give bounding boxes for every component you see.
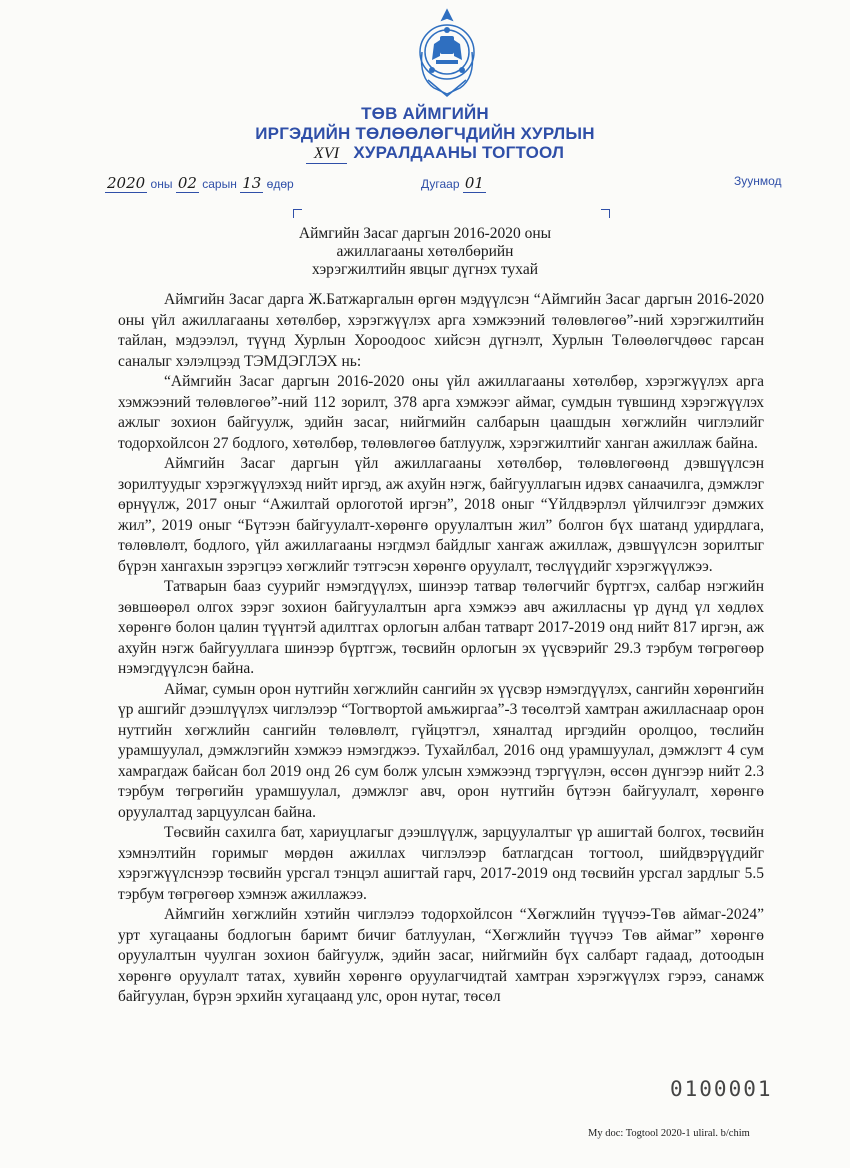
title-corner-right xyxy=(601,209,610,218)
serial-number: 0100001 xyxy=(670,1077,773,1101)
title-line-3: хэрэгжилтийн явцыг дүгнэх тухай xyxy=(311,261,538,278)
header-line-2: ИРГЭДИЙН ТӨЛӨӨЛӨГЧДИЙН ХУРЛЫН xyxy=(255,124,595,143)
paragraph: “Аймгийн Засаг даргын 2016-2020 оны үйл ажиллагааны хөтөлбөр, хэрэгжүүлэх арга хэмжээний төлөвлөгөө”-ний 112 зорилт, 378 арга хэмжээг аймаг, сумдын түвшинд хэрэгжүүлэх ажлыг зохион байгуулж, эдийн засаг, нийгмийн салбарын цаашдын хөгжлийн чиглэлийг тодорхойлсон 27 бодлого, хөтөлбөр, төлөвлөгөө батлуулж, хэрэгжилтийг ханган ажиллаж байна. xyxy=(118,373,764,452)
state-emblem xyxy=(414,8,480,100)
date-year: 2020 xyxy=(107,174,146,192)
title-line-2: ажиллагааны хөтөлбөрийн xyxy=(336,243,514,260)
resolution-date xyxy=(105,174,294,192)
date-month-label: сарын xyxy=(202,177,237,191)
paragraph: Төсвийн сахилга бат, хариуцлагыг дээшлүүлж, зарцуулалтыг үр ашигтай болгох, төсвийн хэмнэлтийн горимыг мөрдөн ажиллах чиглэлээр батлагдсан тогтоол, шийдвэрүүдийг хэрэгжүүлснээр төсвийн урсгал тэнцэл ашигтай гарч, 2017-2019 онд төсвийн урсгал зардлыг 5.5 тэрбум төгрөгөөр хэмнэж ажиллажээ. xyxy=(118,824,764,903)
paragraph: Аймгийн Засаг даргын үйл ажиллагааны хөтөлбөр, төлөвлөгөөнд дэвшүүлсэн зорилтуудыг хэрэгжүүлэхэд нийт иргэд, аж ахуйн нэгж, байгууллагын идэвх санаачилга, дэмжлэг өрнүүлж, 2017 оныг “Ажилтай орлоготой иргэн”, 2018 оныг “Үйлдвэрлэл үйлчилгээг дэмжих жил”, 2019 оныг “Бүтээн байгуулалт-хөрөнгө оруулалтын жил” болгон бүх шатанд удирдлага, төлөвлөлт, бодлого, үйл ажиллагааны нэгдмэл байдлыг хангаж ажиллаж, дэвшүүлсэн зорилтыг бүрэн хангахын зэрэгцээ хөгжлийг тэтгэсэн хөрөнгө оруулалт, төслүүдийг хэрэгжүүлжээ. xyxy=(118,455,764,575)
paragraph: Аймгийн хөгжлийн хэтийн чиглэлээ тодорхойлсон “Хөгжлийн түүчээ-Төв аймаг-2024” урт хугацааны бодлогын баримт бичиг батлуулан, “Хөгжлийн түүчээ Төв аймаг” хөрөнгө оруулалтын чуулган зохион байгуулж, эдийн засаг, нийгмийн бүх салбарт гадаад, дотоодын хөрөнгө оруулалт татах, хувийн хөрөнгө оруулагчидтай хамтран хэрэгжүүлэх гэрээ, санамж байгуулан, бүрэн эрхийн хугацаанд улс, орон нутаг, төсөл xyxy=(118,906,764,1005)
date-year-label: оны xyxy=(150,177,173,191)
resolution-title xyxy=(0,225,850,279)
title-corner-left xyxy=(293,209,302,218)
paragraph: Татварын бааз суурийг нэмэгдүүлэх, шинээр татвар төлөгчийг бүртгэх, салбар нэгжийн зөвшөөрөл олгох зэрэг зохион байгуулалтын арга хэмжээ авч ажилласны үр дүнд үл хөдлөх хөрөнгө болон цалин түүнтэй адилтгах орлогын албан татварт 2017-2019 онд нийт 817 иргэн, аж ахуйн нэгж байгууллага шинээр бүртгэж, төсвийн орлогын эх үүсвэрийг 29.3 тэрбум төгрөгөөр нэмэгдүүлсэн байна. xyxy=(118,578,764,677)
resolution-body xyxy=(118,290,764,1008)
header-line-3 xyxy=(10,143,850,164)
resolution-number xyxy=(421,174,486,192)
date-month: 02 xyxy=(177,174,197,192)
date-day-label: өдөр xyxy=(266,177,294,191)
number-label: Дугаар xyxy=(421,177,460,191)
session-number: XVI xyxy=(306,145,347,164)
header-line-3-text: ХУРАЛДААНЫ ТОГТООЛ xyxy=(353,143,565,162)
paragraph: Аймаг, сумын орон нутгийн хөгжлийн сангийн эх үүсвэр нэмэгдүүлэх, сангийн хөрөнгийн үр ашгийг дээшлүүлэх чиглэлээр “Тогтвортой амьжиргаа”-3 төсөлтэй хамтран ажилласнаар орон нутгийн хөгжлийн сангийн төлөвлөлт, гүйцэтгэл, хяналтад иргэдийн оролцоо, төслийн урамшуулал, дэмжлэгийн хэмжээ нэмэгджээ. Тухайлбал, 2016 онд урамшуулал, дэмжлэгт 4 сум хамрагдаж байсан бол 2019 онд 26 сум болж улсын хэмжээнд тэргүүлэн, өссөн дүнгээр нийт 2.3 тэрбум төгрөгийн урамшуулал, дэмжлэг авч, орон нутгийн бүтээн байгуулалт, хөрөнгө оруулалтад зарцуулсан байна. xyxy=(118,680,764,821)
number-value: 01 xyxy=(464,174,484,192)
title-line-1: Аймгийн Засаг даргын 2016-2020 оны xyxy=(298,225,552,242)
date-day: 13 xyxy=(242,174,262,192)
document-footer: My doc: Togtool 2020-1 uliral. b/chim xyxy=(588,1128,750,1139)
header-line-1: ТӨВ АЙМГИЙН xyxy=(361,104,489,123)
resolution-place: Зуунмод xyxy=(734,174,782,188)
paragraph: Аймгийн Засаг дарга Ж.Батжаргалын өргөн мэдүүлсэн “Аймгийн Засаг даргын 2016-2020 оны үйл ажиллагааны хөтөлбөр, хэрэгжүүлэх арга хэмжээний төлөвлөгөө”-ний хэрэгжилтийн тайлан, мэдээлэл, түүнд Хурлын Хороодоос хийсэн дүгнэлт, Хурлын Төлөөлөгчдөөс гарсан саналыг хэлэлцээд ТЭМДЭГЛЭХ нь: xyxy=(118,291,764,370)
